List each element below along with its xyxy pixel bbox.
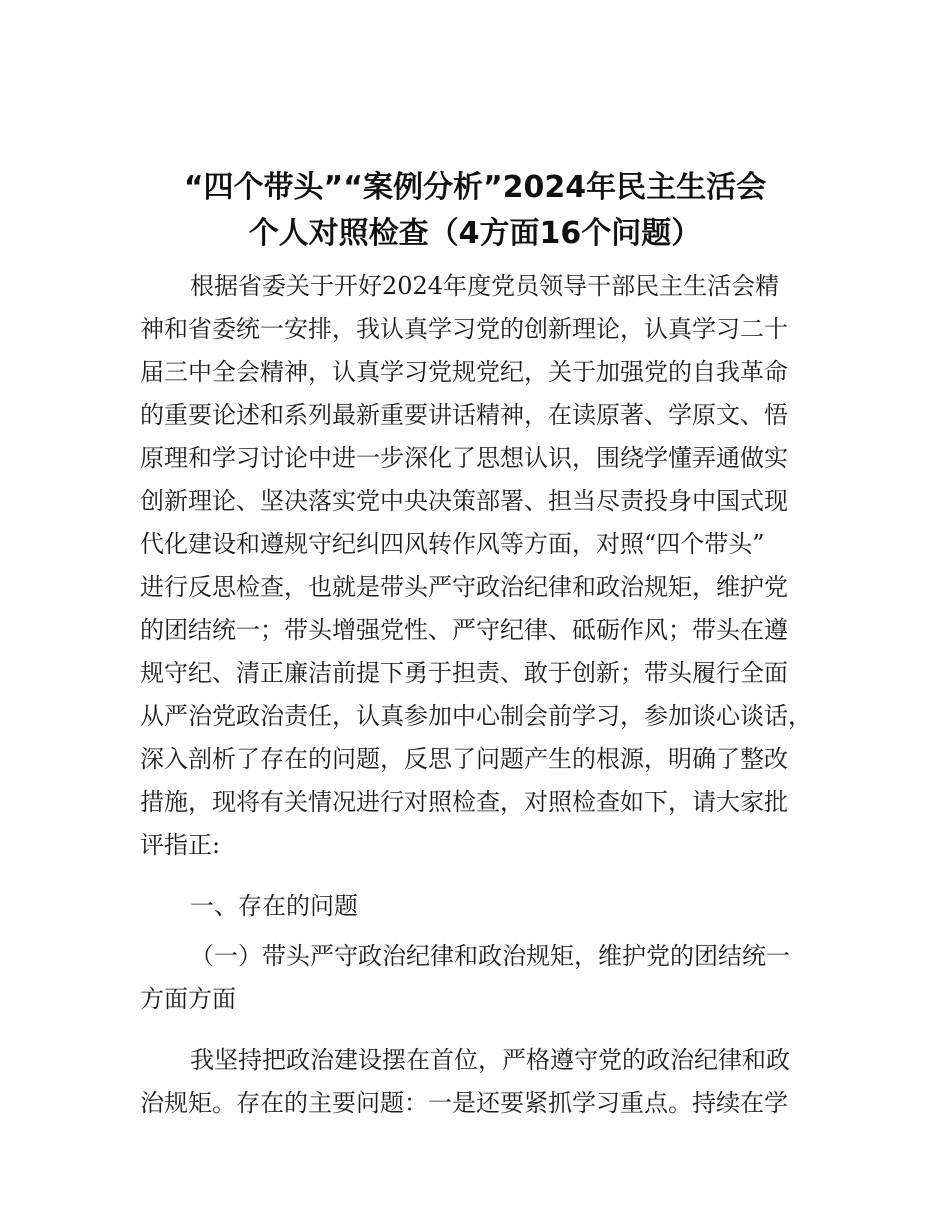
paragraph-line: 原理和学习讨论中进一步深化了思想认识，围绕学懂弄通做实 <box>140 444 788 472</box>
document-title-line-2: 个人对照检查（4方面16个问题） <box>248 216 702 251</box>
paragraph-line: 治规矩。存在的主要问题：一是还要紧抓学习重点。持续在学 <box>140 1089 788 1117</box>
section-heading: 一、存在的问题 <box>190 892 358 920</box>
paragraph-line: 神和省委统一安排，我认真学习党的创新理论，认真学习二十 <box>140 315 788 343</box>
paragraph-line: 创新理论、坚决落实党中央决策部署、担当尽责投身中国式现 <box>140 487 788 515</box>
paragraph-line: 届三中全会精神，认真学习党规党纪，关于加强党的自我革命 <box>140 358 788 386</box>
paragraph-line: 评指正: <box>140 831 221 859</box>
paragraph-line: 的重要论述和系列最新重要讲话精神，在读原著、学原文、悟 <box>140 401 788 429</box>
subsection-heading-continued: 方面方面 <box>140 985 236 1013</box>
paragraph-line: 措施，现将有关情况进行对照检查，对照检查如下，请大家批 <box>140 788 788 816</box>
paragraph-line: 根据省委关于开好2024年度党员领导干部民主生活会精 <box>190 272 780 300</box>
paragraph-line: 代化建设和遵规守纪纠四风转作风等方面，对照“四个带头” <box>140 530 765 558</box>
paragraph-line: 从严治党政治责任，认真参加中心制会前学习，参加谈心谈话， <box>140 702 812 730</box>
paragraph-line: 的团结统一；带头增强党性、严守纪律、砥砺作风；带头在遵 <box>140 616 788 644</box>
paragraph-line: 我坚持把政治建设摆在首位，严格遵守党的政治纪律和政 <box>190 1046 790 1074</box>
paragraph-line: 规守纪、清正廉洁前提下勇于担责、敢于创新；带头履行全面 <box>140 659 788 687</box>
document-title-line-1: “四个带头”“案例分析”2024年民主生活会 <box>183 170 767 205</box>
paragraph-line: 深入剖析了存在的问题，反思了问题产生的根源，明确了整改 <box>140 745 788 773</box>
paragraph-line: 进行反思检查，也就是带头严守政治纪律和政治规矩，维护党 <box>140 573 788 601</box>
subsection-heading: （一）带头严守政治纪律和政治规矩，维护党的团结统一 <box>190 942 790 970</box>
